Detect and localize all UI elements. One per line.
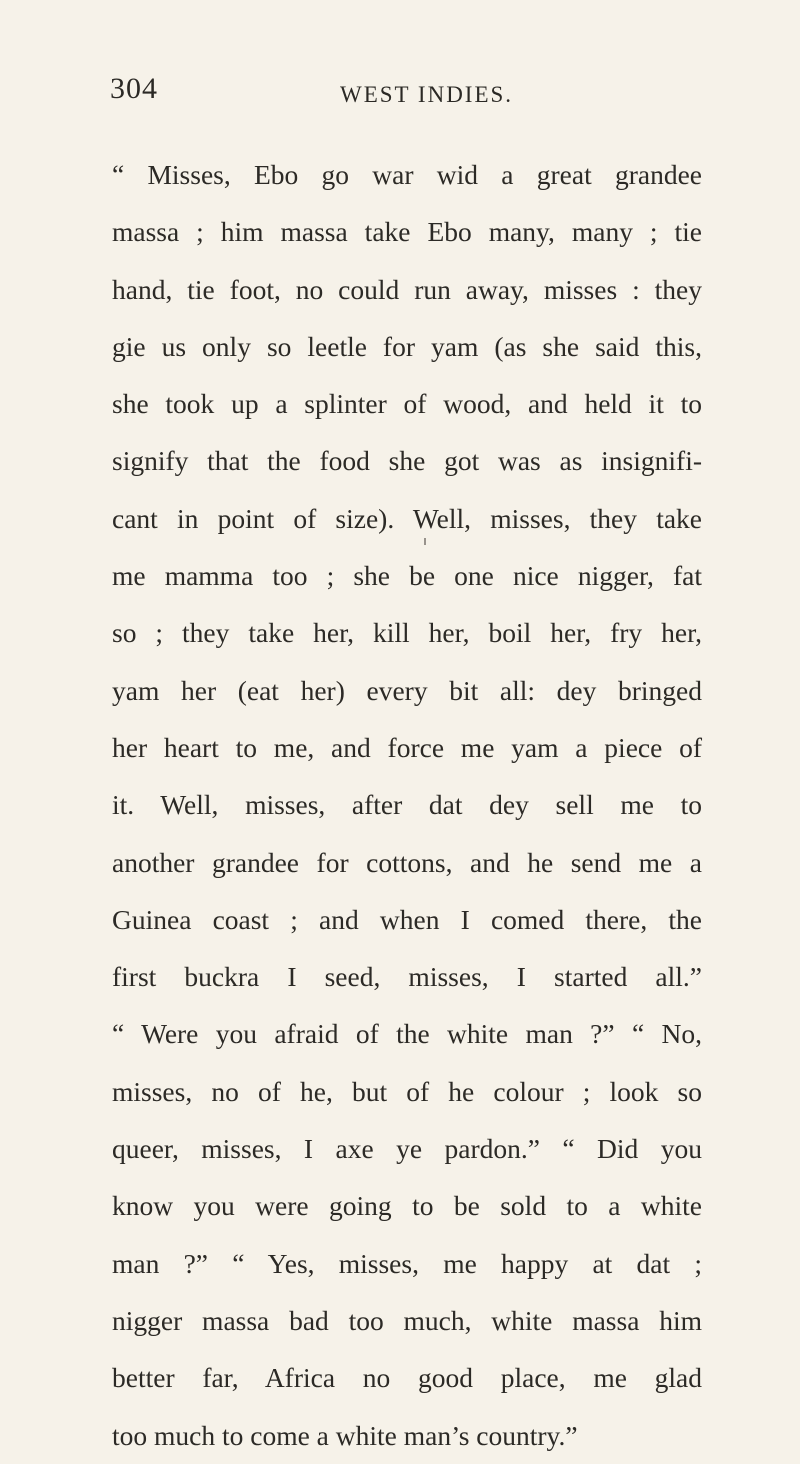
text-line: too much to come a white man’s country.” (112, 1419, 578, 1451)
text-line: yam her (eat her) every bit all: dey bringed (112, 674, 702, 706)
text-line: she took up a splinter of wood, and held it to (112, 388, 702, 420)
text-line: man ?” “ Yes, misses, me happy at dat ; (112, 1247, 702, 1279)
body-text (112, 146, 702, 1464)
text-line: it. Well, misses, after dat dey sell me to (112, 789, 702, 821)
text-line: first buckra I seed, misses, I started all.” (112, 961, 702, 993)
text-line: know you were going to be sold to a white (112, 1190, 702, 1222)
text-line: nigger massa bad too much, white massa him (112, 1304, 702, 1336)
text-line: another grandee for cottons, and he send me a (112, 846, 702, 878)
text-line: misses, no of he, but of he colour ; look so (112, 1075, 702, 1107)
text-line: me mamma too ; she be one nice nigger, fat (112, 560, 702, 592)
ink-speck (424, 538, 426, 545)
text-line: massa ; him massa take Ebo many, many ; tie (112, 216, 702, 248)
text-line: Guinea coast ; and when I comed there, the (112, 903, 702, 935)
running-title: WEST INDIES. (340, 82, 514, 107)
text-line: “ Misses, Ebo go war wid a great grandee (112, 159, 702, 190)
text-line: queer, misses, I axe ye pardon.” “ Did you (112, 1133, 702, 1165)
text-line: her heart to me, and force me yam a piece of (112, 731, 702, 763)
text-line: better far, Africa no good place, me glad (112, 1362, 702, 1394)
text-line: so ; they take her, kill her, boil her, fry her, (112, 617, 702, 649)
text-line: gie us only so leetle for yam (as she said this, (112, 330, 702, 362)
text-line: hand, tie foot, no could run away, misses : they (112, 273, 702, 305)
text-line: signify that the food she got was as insignifi- (112, 445, 702, 477)
text-line: cant in point of size). Well, misses, they take (112, 502, 702, 534)
text-line: “ Were you afraid of the white man ?” “ No, (112, 1018, 702, 1050)
page-number: 304 (110, 72, 158, 105)
page-header (110, 72, 700, 112)
